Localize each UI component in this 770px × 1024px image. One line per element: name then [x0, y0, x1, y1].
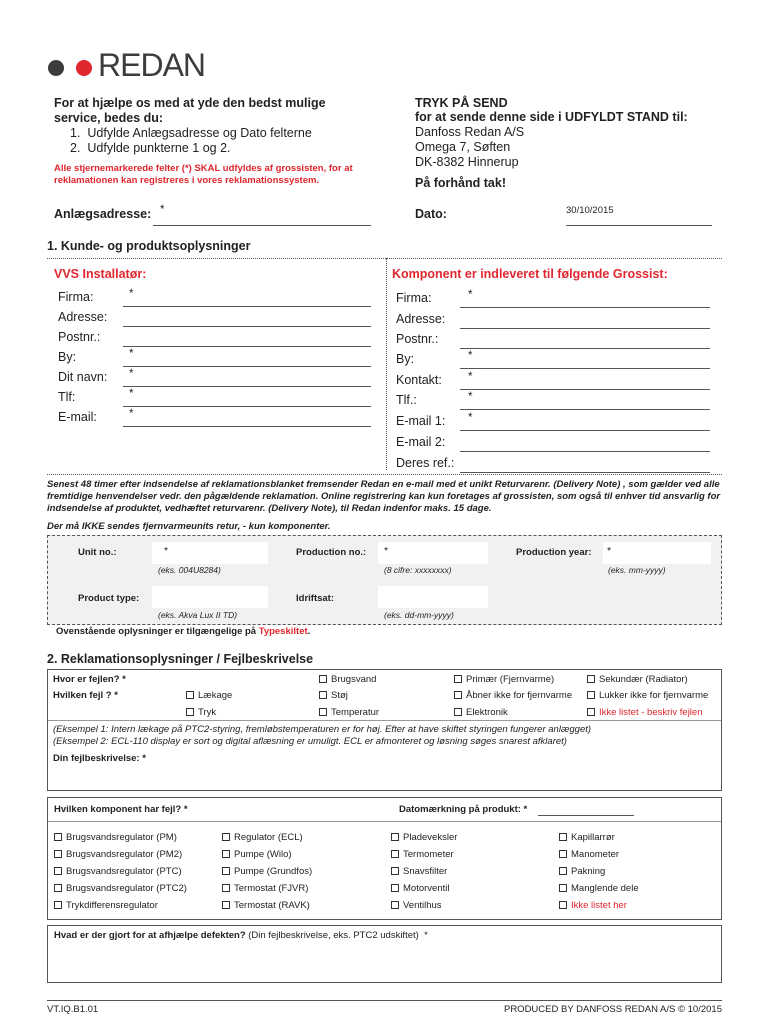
checkbox — [587, 708, 595, 716]
component-option[interactable] — [559, 883, 639, 894]
product-type-label: Product type: — [78, 593, 140, 604]
checkbox — [587, 691, 595, 699]
option-label: Pladeveksler — [403, 832, 458, 843]
product-type-field[interactable] — [152, 586, 268, 608]
no-units-return-note: Der må IKKE sendes fjernvarmeunits retur, - kun komponenter. — [47, 521, 331, 532]
option-label: Regulator (ECL) — [234, 832, 303, 843]
checkbox — [559, 867, 567, 875]
option-label: Primær (Fjernvarme) — [466, 674, 555, 685]
fault-option-tryk[interactable] — [186, 707, 216, 718]
commissioned-hint: (eks. dd-mm-yyyy) — [384, 610, 454, 620]
component-option[interactable] — [391, 832, 457, 843]
date-marking-label: Datomærkning på produkt: * — [399, 804, 528, 815]
required-star: * — [160, 204, 165, 216]
document-code: VT.IQ.B1.01 — [47, 1004, 99, 1015]
checkbox — [54, 833, 62, 841]
fix-box — [47, 925, 722, 983]
checkbox — [222, 850, 230, 858]
component-option[interactable] — [391, 883, 449, 894]
wholesaler-contact-label: Kontakt: — [396, 373, 442, 387]
installation-address-field[interactable] — [153, 202, 371, 226]
fix-label-hint: (Din fejlbeskrivelse, eks. PTC2 udskiftet) * — [245, 930, 428, 941]
wholesaler-postnr-field[interactable] — [460, 329, 710, 349]
checkbox — [559, 884, 567, 892]
component-option[interactable] — [559, 832, 615, 843]
production-no-label: Production no.: — [296, 547, 367, 558]
wholesaler-phone-label: Tlf.: — [396, 393, 417, 407]
wholesaler-by-field[interactable] — [460, 349, 710, 369]
checkbox — [54, 901, 62, 909]
fault-option-elektronik[interactable] — [454, 707, 508, 718]
fault-description-input[interactable] — [53, 767, 716, 787]
logo-dot-red — [76, 60, 92, 76]
example-2: (Eksempel 2: ECL-110 display er sort og digital aflæsning er umuligt. ECL er afmonteret og løsning søges snarest afklaret) — [53, 736, 567, 747]
component-option[interactable] — [559, 900, 627, 911]
production-year-field[interactable] — [603, 542, 711, 564]
fault-type-label: Hvilken fejl ? * — [53, 690, 118, 701]
date-value: 30/10/2015 — [566, 205, 614, 216]
section-1-divider — [386, 258, 387, 470]
send-address-3: DK-8382 Hinnerup — [415, 155, 519, 169]
wholesaler-firma-field[interactable] — [460, 288, 710, 308]
component-option[interactable] — [391, 900, 442, 911]
section-1-title: 1. Kunde- og produktsoplysninger — [47, 239, 251, 253]
component-option[interactable] — [559, 866, 605, 877]
component-option[interactable] — [222, 866, 312, 877]
intro-step-2: 2. Udfylde punkterne 1 og 2. — [70, 141, 231, 155]
wholesaler-firma-label: Firma: — [396, 291, 432, 305]
wholesaler-contact-field[interactable] — [460, 370, 710, 390]
option-label: Snavsfilter — [403, 866, 448, 877]
option-label: Lækage — [198, 690, 233, 701]
unit-no-label: Unit no.: — [78, 547, 117, 558]
option-label: Motorventil — [403, 883, 450, 894]
option-label: Temperatur — [331, 707, 380, 718]
checkbox — [391, 833, 399, 841]
required-star: * — [129, 368, 134, 380]
option-label: Manglende dele — [571, 883, 639, 894]
option-label: Elektronik — [466, 707, 508, 718]
type-plate-link: Typeskiltet — [258, 626, 308, 637]
installer-postnr-label: Postnr.: — [58, 330, 101, 344]
required-star: * — [384, 545, 389, 557]
checkbox — [559, 833, 567, 841]
installer-firma-label: Firma: — [58, 290, 94, 304]
installer-email-field[interactable] — [123, 407, 371, 427]
option-label: Sekundær (Radiator) — [599, 674, 688, 685]
checkbox — [391, 867, 399, 875]
option-label: Brugsvandsregulator (PTC) — [66, 866, 182, 877]
option-label: Ikke listet her — [571, 900, 627, 911]
fault-location-label: Hvor er fejlen? * — [53, 674, 126, 685]
example-1: (Eksempel 1: Intern lækage på PTC2-styring, fremløbstemperaturen er for høj. Efter at have skiftet styringen fungerer anlægget) — [53, 724, 592, 735]
type-plate-note-post: . — [307, 626, 311, 637]
checkbox — [587, 675, 595, 683]
fault-description-label: Din fejlbeskrivelse: * — [53, 753, 146, 764]
option-label: Pumpe (Wilo) — [234, 849, 292, 860]
wholesaler-by-label: By: — [396, 352, 415, 366]
component-option[interactable] — [54, 866, 182, 877]
installer-heading: VVS Installatør: — [54, 267, 147, 281]
fault-option-aabner-ikke[interactable] — [454, 690, 572, 701]
installer-by-field[interactable] — [123, 347, 371, 367]
option-label: Brugsvandsregulator (PM) — [66, 832, 177, 843]
wholesaler-email2-field[interactable] — [460, 432, 710, 452]
checkbox — [391, 901, 399, 909]
option-label: Lukker ikke for fjernvarme — [599, 690, 709, 701]
fault-box — [47, 669, 722, 791]
send-address-1: Danfoss Redan A/S — [415, 125, 525, 139]
installation-address-label: Anlægsadresse: — [54, 207, 152, 221]
section-2-inner-rule — [48, 720, 721, 721]
intro-step-1: 1. Udfylde Anlægsadresse og Dato felterne — [70, 126, 312, 140]
option-label: Ventilhus — [403, 900, 442, 911]
component-option[interactable] — [222, 832, 303, 843]
wholesaler-adresse-field[interactable] — [460, 309, 710, 329]
required-star: * — [468, 391, 473, 403]
option-label: Termometer — [403, 849, 454, 860]
checkbox — [454, 675, 462, 683]
option-label: Ikke listet - beskriv fejlen — [599, 707, 703, 718]
checkbox — [454, 708, 462, 716]
option-label: Termostat (FJVR) — [234, 883, 309, 894]
wholesaler-heading: Komponent er indleveret til følgende Grossist: — [392, 267, 668, 281]
commissioned-label: Idriftsat: — [296, 593, 334, 604]
send-line-2: for at sende denne side i UDFYLDT STAND til: — [415, 110, 688, 124]
fault-option-lukker-ikke[interactable] — [587, 690, 708, 701]
checkbox — [319, 675, 327, 683]
option-label: Pumpe (Grundfos) — [234, 866, 313, 877]
required-star: * — [607, 545, 612, 557]
product-info-box — [47, 535, 722, 625]
commissioned-field[interactable] — [378, 586, 488, 608]
production-year-hint: (eks. mm-yyyy) — [608, 565, 666, 575]
installer-by-label: By: — [58, 350, 77, 364]
checkbox — [559, 901, 567, 909]
send-address-2: Omega 7, Søften — [415, 140, 511, 154]
option-label: Brugsvandsregulator (PTC2) — [66, 883, 187, 894]
checkbox — [222, 901, 230, 909]
option-label: Termostat (RAVK) — [234, 900, 310, 911]
wholesaler-ref-field[interactable] — [460, 453, 710, 473]
section-2-title: 2. Reklamationsoplysninger / Fejlbeskrivelse — [47, 652, 314, 666]
fault-option-temperatur[interactable] — [319, 707, 379, 718]
delivery-note-notice: Senest 48 timer efter indsendelse af reklamationsblanket fremsender Redan en e-mail med et unikt Returvarenr. (Delivery Note) , som gælder ved alle fremtidige henvendelser vedr. den pågældende reklamation. Online registrering kan kun foretages af grossisten, som også til enhver tid ansvarlig for indsendelse af produktet, vedhæftet returvarenr. (Delivery Note), til Redan indenfor maks. 15 dage. — [47, 479, 721, 514]
installer-firma-field[interactable] — [123, 287, 371, 307]
wholesaler-email2-label: E-mail 2: — [396, 435, 446, 449]
production-no-hint: (8 cifre: xxxxxxxx) — [384, 565, 452, 575]
send-thanks: På forhånd tak! — [415, 176, 506, 190]
checkbox — [319, 708, 327, 716]
wholesaler-email1-field[interactable] — [460, 411, 710, 431]
type-plate-note-pre: Ovenstående oplysninger er tilgængelige på — [56, 626, 259, 637]
component-option[interactable] — [559, 849, 619, 860]
wholesaler-adresse-label: Adresse: — [396, 312, 446, 326]
component-option[interactable] — [54, 832, 177, 843]
logo-dot-dark — [48, 60, 64, 76]
fix-label-strong: Hvad er der gjort for at afhjælpe defekten? — [54, 930, 246, 941]
checkbox — [454, 691, 462, 699]
required-star: * — [468, 289, 473, 301]
option-label: Støj — [331, 690, 348, 701]
section-1-rule — [47, 258, 722, 259]
checkbox — [222, 884, 230, 892]
option-label: Trykdifferensregulator — [66, 900, 158, 911]
footer-rule — [47, 1000, 722, 1001]
option-label: Åbner ikke for fjernvarme — [466, 690, 573, 701]
checkbox — [54, 867, 62, 875]
component-option[interactable] — [54, 883, 187, 894]
installer-phone-field[interactable] — [123, 387, 371, 407]
checkbox — [391, 884, 399, 892]
checkbox — [54, 850, 62, 858]
component-option[interactable] — [391, 849, 454, 860]
checkbox — [186, 708, 194, 716]
checkbox — [559, 850, 567, 858]
option-label: Brugsvandsregulator (PM2) — [66, 849, 183, 860]
required-star: * — [129, 388, 134, 400]
required-star: * — [468, 371, 473, 383]
installer-name-field[interactable] — [123, 367, 371, 387]
production-year-label: Production year: — [516, 547, 592, 558]
installer-adresse-field[interactable] — [123, 307, 371, 327]
installer-name-label: Dit navn: — [58, 370, 108, 384]
fault-option-ikke-listet[interactable] — [587, 707, 702, 718]
wholesaler-email1-label: E-mail 1: — [396, 414, 446, 428]
date-label: Dato: — [415, 207, 447, 221]
component-label: Hvilken komponent har fejl? * — [54, 804, 188, 815]
product-type-hint: (eks. Akva Lux II TD) — [158, 610, 238, 620]
component-option[interactable] — [54, 900, 158, 911]
where-option-primaer[interactable] — [454, 674, 554, 685]
option-label: Kapillarrør — [571, 832, 615, 843]
option-label: Pakning — [571, 866, 606, 877]
type-plate-note — [56, 626, 310, 637]
date-field[interactable] — [566, 202, 712, 226]
fault-option-laekage[interactable] — [186, 690, 232, 701]
required-star: * — [129, 348, 134, 360]
checkbox — [222, 867, 230, 875]
where-option-sekundaer[interactable] — [587, 674, 688, 685]
option-label: Brugsvand — [331, 674, 377, 685]
production-no-field[interactable] — [378, 542, 488, 564]
mandatory-note: Alle stjernemarkerede felter (*) SKAL udfyldes af grossisten, for at reklamationen kan registreres i vores reklamationssystem. — [54, 163, 353, 186]
wholesaler-postnr-label: Postnr.: — [396, 332, 439, 346]
notice-rule — [47, 474, 722, 475]
installer-adresse-label: Adresse: — [58, 310, 108, 324]
component-option[interactable] — [391, 866, 447, 877]
where-option-brugsvand[interactable] — [319, 674, 376, 685]
checkbox — [186, 691, 194, 699]
installer-phone-label: Tlf: — [58, 390, 76, 404]
installer-postnr-field[interactable] — [123, 327, 371, 347]
unit-no-hint: (eks. 004U8284) — [158, 565, 221, 575]
component-box — [47, 797, 722, 920]
checkbox — [319, 691, 327, 699]
wholesaler-phone-field[interactable] — [460, 390, 710, 410]
intro-heading: For at hjælpe os med at yde den bedst mulige service, bedes du: — [54, 96, 326, 125]
send-line-1: TRYK PÅ SEND — [415, 96, 508, 110]
date-marking-field[interactable] — [538, 802, 634, 816]
checkbox — [222, 833, 230, 841]
required-star: * — [468, 412, 473, 424]
wholesaler-ref-label: Deres ref.: — [396, 456, 455, 470]
installer-email-label: E-mail: — [58, 410, 97, 424]
required-star: * — [468, 350, 473, 362]
option-label: Manometer — [571, 849, 620, 860]
component-option[interactable] — [222, 883, 308, 894]
component-option[interactable] — [54, 849, 182, 860]
checkbox — [391, 850, 399, 858]
fix-description-input[interactable] — [54, 946, 716, 979]
option-label: Tryk — [198, 707, 217, 718]
fix-label — [54, 930, 428, 941]
required-star: * — [129, 288, 134, 300]
component-option[interactable] — [222, 849, 292, 860]
component-option[interactable] — [222, 900, 310, 911]
logo-text: REDAN — [98, 47, 206, 83]
fault-option-stoej[interactable] — [319, 690, 348, 701]
unit-no-field[interactable] — [152, 542, 268, 564]
component-inner-rule — [48, 821, 721, 822]
produced-by: PRODUCED BY DANFOSS REDAN A/S © 10/2015 — [503, 1004, 722, 1015]
checkbox — [54, 884, 62, 892]
required-star: * — [129, 408, 134, 420]
required-star: * — [164, 545, 169, 557]
